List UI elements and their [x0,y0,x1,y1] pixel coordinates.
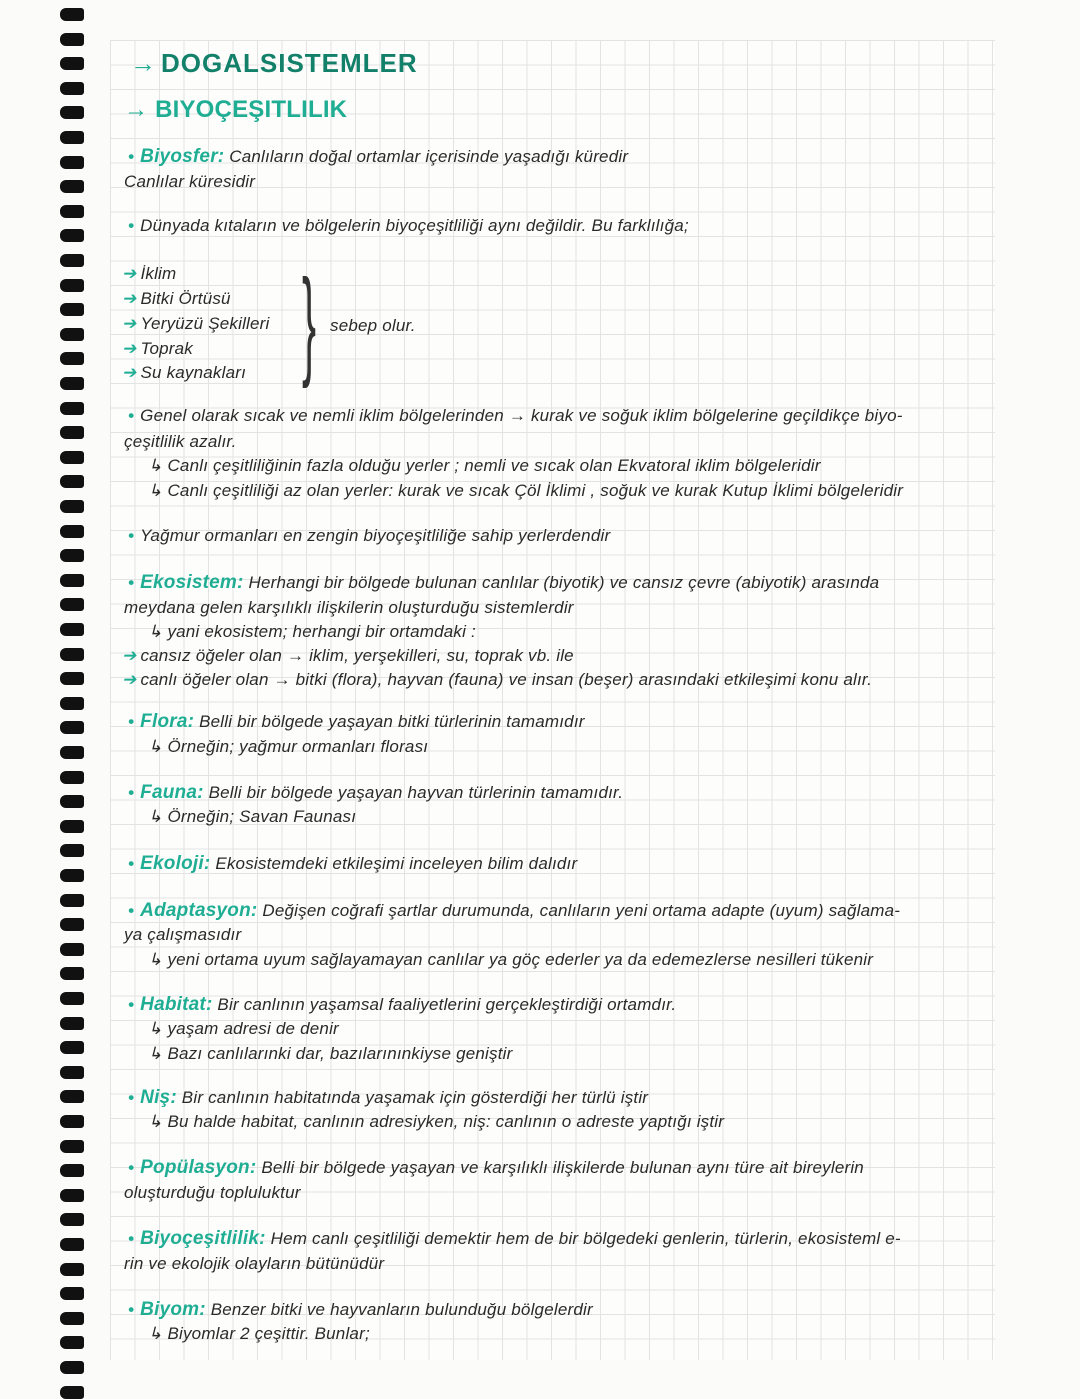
line-text: Canlı çeşitliliği az olan yerler: kurak ve sıcak Çöl İklimi , soğuk ve kurak Kutup İklimi bölgeleridir [167,481,904,500]
bullet-icon: • [128,1300,135,1319]
line-text: çeşitlilik azalır. [124,432,237,451]
spiral-hole [60,795,84,808]
note-line-bullet [128,406,903,426]
note-line-sub [148,622,476,642]
spiral-hole [60,1263,84,1276]
title-text: DOGALSISTEMLER [161,48,418,78]
spiral-hole [60,279,84,292]
sub-arrow-icon: ↳ [148,1112,163,1131]
spiral-hole [60,1287,84,1300]
brace-label: sebep olur. [330,316,416,335]
line-text: canlı öğeler olan → bitki (flora), hayvan (fauna) ve insan (beşer) arasındaki etkileşimi konu alır. [140,670,873,689]
line-text: Bazı canlılarınki dar, bazılarınınkiyse geniştir [167,1044,513,1063]
note-line-arrow [122,646,574,666]
spiral-hole [60,1017,84,1030]
spiral-hole [60,1312,84,1325]
spiral-hole [60,992,84,1005]
spiral-hole [60,721,84,734]
line-text: Su kaynakları [140,363,247,382]
line-text: Biyomlar 2 çeşittir. Bunlar; [167,1324,370,1343]
spiral-hole [60,426,84,439]
brace-icon: } [302,255,317,389]
heading-text: BIYOÇEŞITLILIK [155,96,348,123]
spiral-hole [60,1213,84,1226]
term-label: Biyoçeşitlilik: [140,1228,266,1249]
spiral-hole [60,598,84,611]
note-line-def [128,1299,593,1321]
note-line-sub [148,737,428,757]
sub-arrow-icon: ↳ [148,807,163,826]
arrow-icon: ➔ [122,339,137,358]
line-text: cansız öğeler olan → iklim, yerşekilleri, su, toprak vb. ile [140,646,574,665]
spiral-hole [60,525,84,538]
note-line-sub [148,456,821,476]
line-text: meydana gelen karşılıklı ilişkilerin oluşturduğu sistemlerdir [124,598,574,617]
note-line-sub [148,1044,513,1064]
arrow-icon: ➔ [122,363,137,382]
note-line-cont [124,1183,301,1203]
note-line-def [128,1157,864,1179]
spiral-hole [60,106,84,119]
line-text: Hem canlı çeşitliliği demektir hem de bir bölgedeki genlerin, türlerin, ekosisteml e- [270,1229,901,1248]
spiral-hole [60,229,84,242]
bullet-icon: • [128,147,135,166]
bullet-icon: • [128,854,135,873]
line-text: Canlılar küresidir [124,172,256,191]
line-text: Örneğin; yağmur ormanları florası [167,737,429,756]
line-text: oluşturduğu topluluktur [124,1183,301,1202]
note-line-sub [148,1019,339,1039]
note-line-cont [124,1254,384,1274]
spiral-hole [60,254,84,267]
line-text: yani ekosistem; herhangi bir ortamdaki : [167,622,476,641]
spiral-hole [60,844,84,857]
note-line-def [128,711,585,733]
note-line-def [128,1087,648,1109]
term-label: Adaptasyon: [140,900,258,921]
spiral-hole [60,303,84,316]
bullet-icon: • [128,1158,135,1177]
spiral-hole [60,1066,84,1079]
line-text: Değişen coğrafi şartlar durumunda, canlıların yeni ortama adapte (uyum) sağlama- [262,901,901,920]
line-text: Belli bir bölgede yaşayan hayvan türlerinin tamamıdır. [208,783,624,802]
spiral-hole [60,943,84,956]
spiral-hole [60,1238,84,1251]
line-text: Bu halde habitat, canlının adresiyken, niş: canlının o adreste yaptığı iştir [167,1112,725,1131]
bullet-icon: • [128,995,135,1014]
line-text: İklim [140,264,177,283]
arrow-icon: → [130,48,157,78]
spiral-hole [60,1041,84,1054]
spiral-hole [60,869,84,882]
spiral-hole [60,918,84,931]
term-label: Biyom: [140,1299,206,1320]
note-line-arrow [122,289,231,309]
note-line-def [128,146,628,168]
term-label: Flora: [140,711,195,732]
term-label: Fauna: [140,782,204,803]
term-label: Popülasyon: [140,1157,257,1178]
note-line-def [128,1228,901,1250]
spiral-hole [60,672,84,685]
arrow-icon: ➔ [122,264,137,283]
note-line-def [128,994,676,1016]
sub-arrow-icon: ↳ [148,737,163,756]
sub-arrow-icon: ↳ [148,622,163,641]
spiral-hole [60,156,84,169]
note-line-cont [124,598,574,618]
note-line-arrow [122,670,872,690]
spiral-hole [60,771,84,784]
note-line-arrow [122,264,176,284]
line-text: ya çalışmasıdır [124,925,242,944]
bullet-icon: • [128,712,135,731]
line-text: Ekosistemdeki etkileşimi inceleyen bilim dalıdır [215,854,578,873]
spiral-hole [60,131,84,144]
line-text: Canlı çeşitliliğinin fazla olduğu yerler ; nemli ve sıcak olan Ekvatoral iklim bölgeleridir [167,456,821,475]
spiral-hole [60,402,84,415]
line-text: Toprak [140,339,194,358]
arrow-icon: ➔ [122,646,137,665]
spiral-hole [60,352,84,365]
line-text: Belli bir bölgede yaşayan bitki türlerinin tamamıdır [199,712,585,731]
spiral-hole [60,894,84,907]
line-text: Belli bir bölgede yaşayan ve karşılıklı ilişkilerde bulunan aynı türe ait bireylerin [261,1158,864,1177]
note-line-def [128,853,577,875]
spiral-hole [60,82,84,95]
line-text: Yeryüzü Şekilleri [140,314,270,333]
line-text: Benzer bitki ve hayvanların bulunduğu bölgelerdir [210,1300,593,1319]
spiral-hole [60,1361,84,1374]
term-label: Niş: [140,1087,177,1108]
sub-arrow-icon: ↳ [148,1019,163,1038]
spiral-hole [60,1140,84,1153]
line-text: Yağmur ormanları en zengin biyoçeşitliliğe sahip yerlerdendir [140,526,611,545]
spiral-hole [60,967,84,980]
sub-arrow-icon: ↳ [148,456,163,475]
spiral-hole [60,377,84,390]
line-text: Dünyada kıtaların ve bölgelerin biyoçeşitliliği aynı değildir. Bu farklılığa; [140,216,689,235]
note-line-def [128,572,879,594]
sub-arrow-icon: ↳ [148,1044,163,1063]
spiral-hole [60,205,84,218]
term-label: Habitat: [140,994,213,1015]
page-title [130,48,418,79]
sub-arrow-icon: ↳ [148,481,163,500]
note-line-sub [148,807,356,827]
arrow-icon: ➔ [122,314,137,333]
note-line-arrow [122,339,193,359]
arrow-icon: ➔ [122,289,137,308]
sub-arrow-icon: ↳ [148,1324,163,1343]
spiral-hole [60,451,84,464]
spiral-hole [60,57,84,70]
line-text: Bitki Örtüsü [140,289,231,308]
note-line-sub [148,1324,370,1344]
note-line-cont [124,432,237,452]
spiral-hole [60,500,84,513]
line-text: Canlıların doğal ortamlar içerisinde yaşadığı küredir [229,147,629,166]
note-line-bullet [128,216,689,236]
spiral-hole [60,697,84,710]
spiral-hole [60,1164,84,1177]
spiral-hole [60,648,84,661]
spiral-hole [60,1189,84,1202]
note-line-sub [148,950,873,970]
spiral-hole [60,623,84,636]
spiral-hole [60,1115,84,1128]
line-text: yaşam adresi de denir [167,1019,339,1038]
line-text: Genel olarak sıcak ve nemli iklim bölgelerinden → kurak ve soğuk iklim bölgelerine geçildikçe biyo- [140,406,903,425]
line-text: Bir canlının habitatında yaşamak için gösterdiği her türlü iştir [181,1088,649,1107]
note-line-arrow [122,363,246,383]
bullet-icon: • [128,216,135,235]
spiral-hole [60,180,84,193]
note-line-def [128,900,900,922]
spiral-hole [60,8,84,21]
spiral-hole [60,820,84,833]
term-label: Biyosfer: [140,146,225,167]
bullet-icon: • [128,526,135,545]
line-text: Herhangi bir bölgede bulunan canlılar (biyotik) ve cansız çevre (abiyotik) arasında [248,573,880,592]
spiral-hole [60,746,84,759]
spiral-hole [60,574,84,587]
spiral-hole [60,549,84,562]
note-line-cont [124,172,255,192]
note-line-cont [124,925,241,945]
bullet-icon: • [128,406,135,425]
term-label: Ekoloji: [140,853,211,874]
note-line-bullet [128,526,610,546]
arrow-icon: ➔ [122,670,137,689]
bullet-icon: • [128,1229,135,1248]
spiral-hole [60,1090,84,1103]
spiral-hole [60,1336,84,1349]
term-label: Ekosistem: [140,572,244,593]
line-text: Örneğin; Savan Faunası [167,807,357,826]
note-line-def [128,782,623,804]
section-heading [124,96,347,124]
line-text: rin ve ekolojik olayların bütünüdür [124,1254,385,1273]
note-line-sub [148,1112,724,1132]
line-text: Bir canlının yaşamsal faaliyetlerini gerçekleştirdiği ortamdır. [217,995,677,1014]
bullet-icon: • [128,573,135,592]
sub-arrow-icon: ↳ [148,950,163,969]
spiral-hole [60,328,84,341]
note-line-arrow [122,314,270,334]
line-text: yeni ortama uyum sağlayamayan canlılar ya göç ederler ya da edemezlerse nesilleri tükenir [167,950,874,969]
bullet-icon: • [128,783,135,802]
bullet-icon: • [128,1088,135,1107]
spiral-hole [60,475,84,488]
arrow-icon: → [124,96,156,123]
bullet-icon: • [128,901,135,920]
note-line-sub [148,481,903,501]
spiral-hole [60,33,84,46]
